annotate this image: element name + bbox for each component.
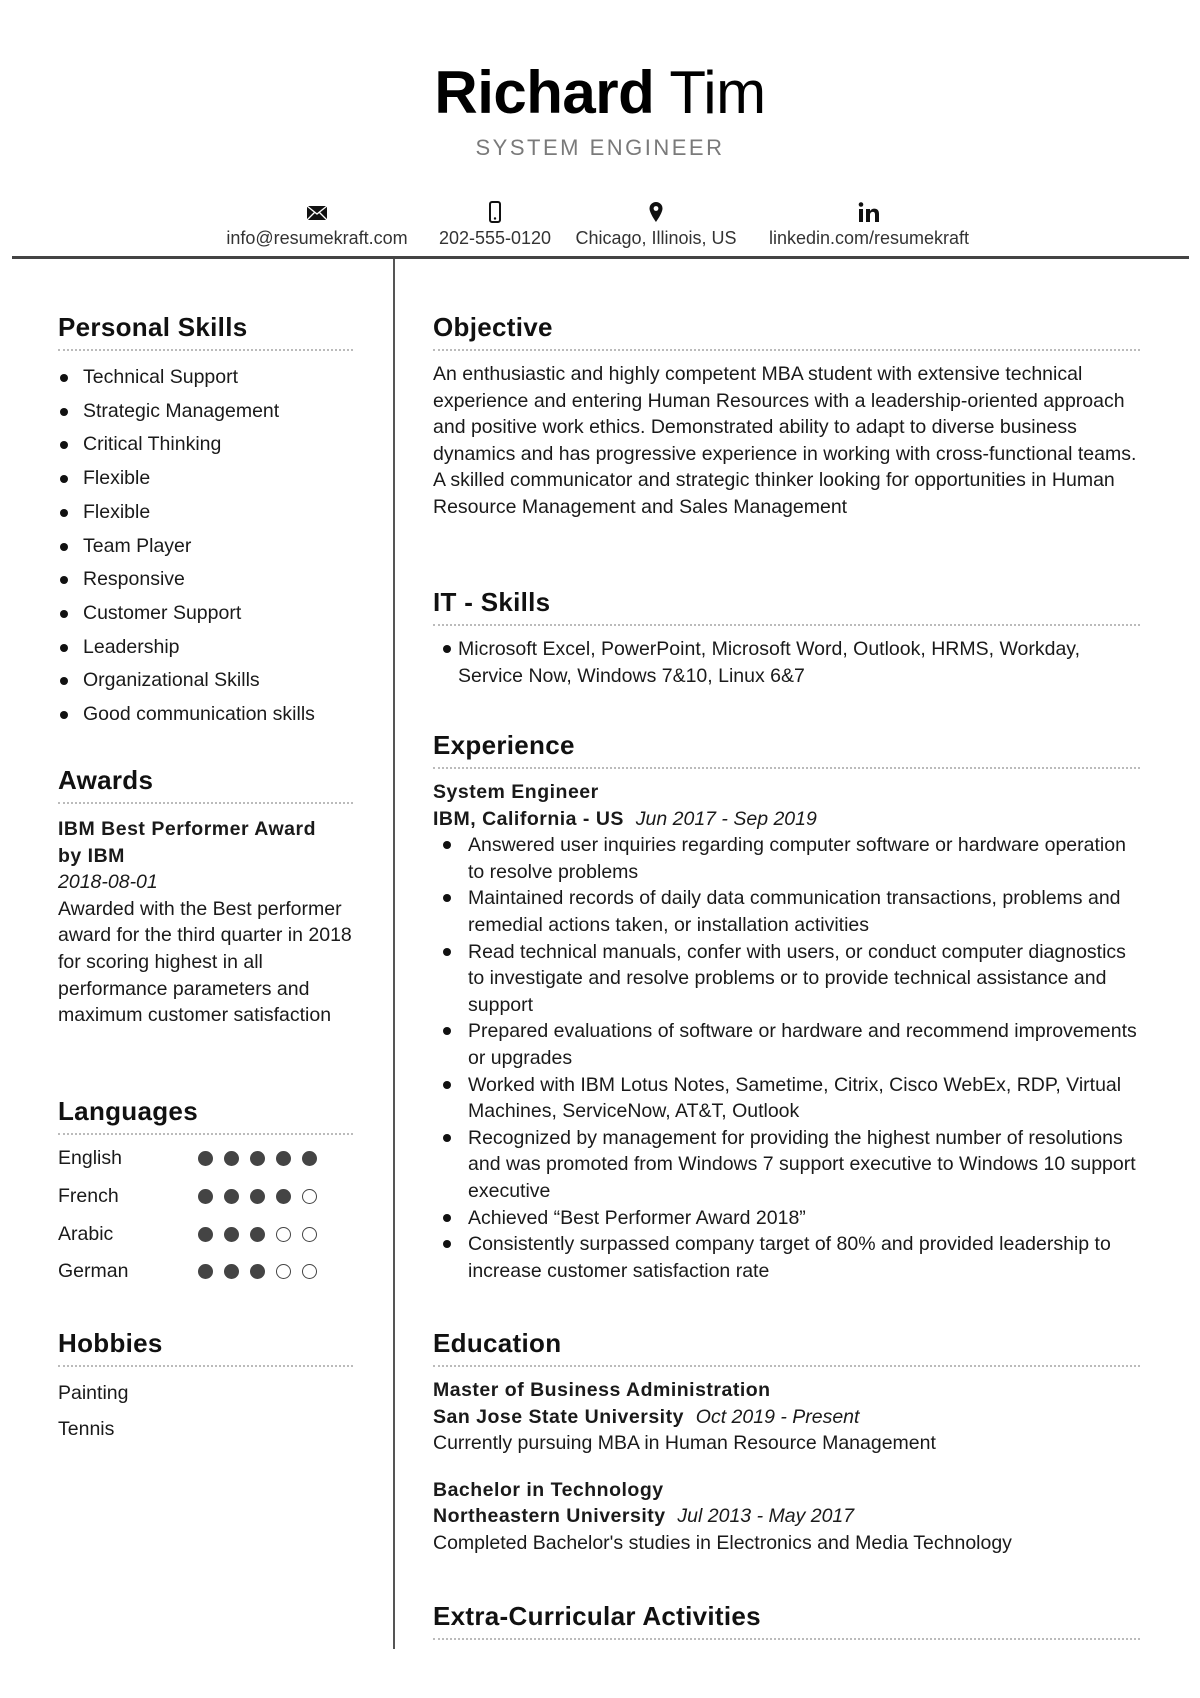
languages-list <box>58 1140 353 1291</box>
job-company-line <box>433 806 1140 833</box>
filled-dot-icon <box>276 1151 291 1166</box>
filled-dot-icon <box>198 1227 213 1242</box>
objective-text: An enthusiastic and highly competent MBA student with extensive technical experience and entering Human Resources with a leadership-oriented approach and positive work ethics. Demonstrated ability to adapt to diverse business dynamics and has progressive experience in working with cross-functional teams. A skilled communicator and strategic thinker looking for opportunities in Human Resource Management and Sales Management <box>433 363 1137 518</box>
filled-dot-icon <box>224 1227 239 1242</box>
list-item: Strategic Management <box>58 395 353 429</box>
list-item: Customer Support <box>58 597 353 631</box>
language-row <box>58 1215 353 1253</box>
list-item: Good communication skills <box>58 698 353 732</box>
list-item: Critical Thinking <box>58 428 353 462</box>
contact-linkedin[interactable] <box>756 200 982 249</box>
filled-dot-icon <box>250 1227 265 1242</box>
filled-dot-icon <box>250 1264 265 1279</box>
email-text: info@resumekraft.com <box>226 228 408 248</box>
linkedin-icon <box>857 200 881 224</box>
list-item: Prepared evaluations of software or hardware and recommend improvements or upgrades <box>433 1018 1140 1071</box>
empty-dot-icon <box>302 1189 317 1204</box>
contact-phone[interactable] <box>432 200 558 249</box>
section-heading: Hobbies <box>58 1328 163 1358</box>
list-item: Read technical manuals, confer with users, or conduct computer diagnostics to investigate and resolve problems or to provide technical assistance and support <box>433 939 1140 1019</box>
list-item: Flexible <box>58 496 353 530</box>
language-name: Arabic <box>58 1222 114 1245</box>
filled-dot-icon <box>224 1189 239 1204</box>
list-item: Technical Support <box>58 361 353 395</box>
list-item: Team Player <box>58 530 353 564</box>
phone-text: 202-555-0120 <box>438 228 552 248</box>
languages-section <box>58 1095 353 1291</box>
awards-section <box>58 764 353 1029</box>
section-heading: Experience <box>433 730 575 760</box>
dotted-divider <box>58 1133 353 1135</box>
language-name: English <box>58 1147 122 1170</box>
list-item: Flexible <box>58 462 353 496</box>
award-date: 2018-08-01 <box>58 871 158 894</box>
language-row <box>58 1140 353 1178</box>
filled-dot-icon <box>250 1151 265 1166</box>
degree: Master of Business Administration <box>433 1379 771 1401</box>
list-item: Responsive <box>58 563 353 597</box>
empty-dot-icon <box>302 1264 317 1279</box>
experience-section <box>433 729 1140 1284</box>
education-dates: Oct 2019 - Present <box>695 1405 860 1428</box>
section-heading: Personal Skills <box>58 312 248 342</box>
education-description: Completed Bachelor's studies in Electronics and Media Technology <box>433 1531 1012 1554</box>
filled-dot-icon <box>224 1264 239 1279</box>
dotted-divider <box>58 1365 353 1367</box>
list-item: Consistently surpassed company target of 80% and provided leadership to increase customer satisfaction rate <box>433 1231 1140 1284</box>
header-divider <box>12 256 1189 259</box>
hobbies-section <box>58 1327 353 1447</box>
personal-skills-list <box>58 361 353 732</box>
language-rating <box>198 1264 328 1279</box>
section-heading: IT - Skills <box>433 587 551 617</box>
filled-dot-icon <box>250 1189 265 1204</box>
candidate-name <box>0 58 1200 128</box>
contact-email[interactable] <box>212 200 422 249</box>
filled-dot-icon <box>224 1151 239 1166</box>
job-bullets <box>433 832 1140 1284</box>
dotted-divider <box>433 624 1140 626</box>
hobby-item: Painting <box>58 1382 129 1404</box>
filled-dot-icon <box>198 1264 213 1279</box>
education-item <box>433 1477 1140 1557</box>
education-description: Currently pursuing MBA in Human Resource Management <box>433 1432 936 1455</box>
dotted-divider <box>433 1638 1140 1640</box>
extra-curricular-section <box>433 1600 1140 1640</box>
language-row <box>58 1253 353 1291</box>
section-heading: Awards <box>58 765 154 795</box>
job-company: IBM, California - US <box>433 807 624 830</box>
location-text: Chicago, Illinois, US <box>575 228 737 248</box>
empty-dot-icon <box>276 1227 291 1242</box>
school: San Jose State University <box>433 1405 684 1428</box>
school: Northeastern University <box>433 1505 666 1528</box>
phone-icon <box>488 200 502 224</box>
dotted-divider <box>433 767 1140 769</box>
list-item: Worked with IBM Lotus Notes, Sametime, Citrix, Cisco WebEx, RDP, Virtual Machines, ServiceNow, AT&T, Outlook <box>433 1072 1140 1125</box>
filled-dot-icon <box>302 1151 317 1166</box>
language-rating <box>198 1151 328 1166</box>
section-heading: Extra-Curricular Activities <box>433 1601 761 1631</box>
language-row <box>58 1178 353 1216</box>
dotted-divider <box>433 349 1140 351</box>
job-title: SYSTEM ENGINEER <box>475 135 725 160</box>
list-item: Organizational Skills <box>58 664 353 698</box>
dotted-divider <box>433 1365 1140 1367</box>
it-skills-section <box>433 586 1140 689</box>
section-heading: Languages <box>58 1096 198 1126</box>
empty-dot-icon <box>302 1227 317 1242</box>
filled-dot-icon <box>198 1189 213 1204</box>
column-divider <box>393 259 395 1649</box>
dotted-divider <box>58 802 353 804</box>
job-role: System Engineer <box>433 781 599 803</box>
first-name: Richard <box>434 59 655 126</box>
education-item <box>433 1377 1140 1457</box>
education-dates: Jul 2013 - May 2017 <box>677 1505 855 1528</box>
last-name: Tim <box>669 59 766 126</box>
job-dates: Jun 2017 - Sep 2019 <box>635 807 817 830</box>
education-section <box>433 1327 1140 1557</box>
list-item: Leadership <box>58 631 353 665</box>
personal-skills-section <box>58 311 353 732</box>
language-rating <box>198 1189 328 1204</box>
contact-location <box>570 200 742 249</box>
list-item: Microsoft Excel, PowerPoint, Microsoft Word, Outlook, HRMS, Workday, Service Now, Windows 7&10, Linux 6&7 <box>433 636 1140 689</box>
filled-dot-icon <box>198 1151 213 1166</box>
filled-dot-icon <box>276 1189 291 1204</box>
award-description: Awarded with the Best performer award for the third quarter in 2018 for scoring highest in all performance parameters and maximum customer satisfaction <box>58 897 352 1027</box>
empty-dot-icon <box>276 1264 291 1279</box>
linkedin-text: linkedin.com/resumekraft <box>768 228 970 248</box>
envelope-icon <box>306 200 328 224</box>
location-pin-icon <box>648 200 664 224</box>
list-item: Answered user inquiries regarding computer software or hardware operation to resolve problems <box>433 832 1140 885</box>
hobby-item: Tennis <box>58 1418 115 1440</box>
degree: Bachelor in Technology <box>433 1478 664 1501</box>
list-item: Achieved “Best Performer Award 2018” <box>433 1205 1140 1232</box>
language-name: French <box>58 1185 119 1208</box>
section-heading: Education <box>433 1328 562 1358</box>
it-skills-list <box>433 636 1140 689</box>
language-rating <box>198 1227 328 1242</box>
section-heading: Objective <box>433 312 553 342</box>
list-item: Recognized by management for providing the highest number of resolutions and was promoted from Windows 7 support executive to Windows 10 support executive <box>433 1125 1140 1205</box>
award-title: IBM Best Performer Award by IBM <box>58 818 316 867</box>
dotted-divider <box>58 349 353 351</box>
objective-section <box>433 311 1140 521</box>
language-name: German <box>58 1260 129 1283</box>
list-item: Maintained records of daily data communication transactions, problems and remedial actions taken, or installation activities <box>433 885 1140 938</box>
